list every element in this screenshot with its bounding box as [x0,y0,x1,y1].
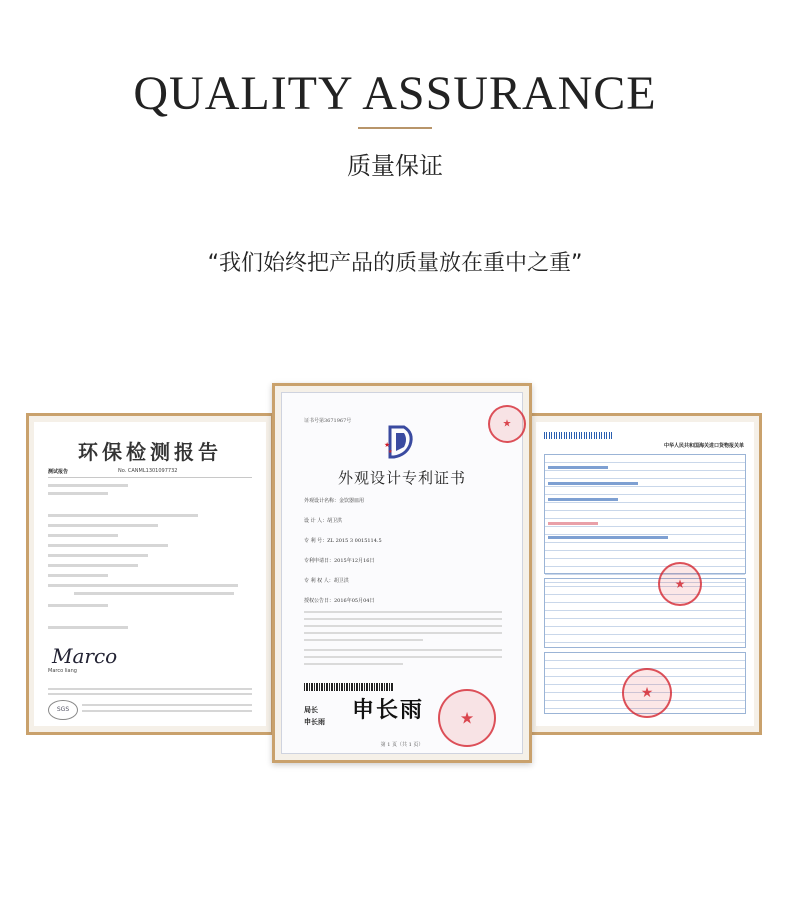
report-text-line [48,584,238,587]
report-footer-line [48,693,252,695]
customs-field [548,522,598,525]
patent-field-designer: 设 计 人：胡卫洪 [304,518,343,524]
report-signer: Marco liang [48,668,77,674]
quality-quote: “我们始终把产品的质量放在重中之重” [207,251,583,276]
patent-field-holder: 专 利 权 人：胡卫洪 [304,578,349,584]
svg-text:★: ★ [384,441,391,449]
report-divider [48,477,252,478]
barcode-icon [304,683,394,691]
patent-seal-icon: ★ [488,405,526,443]
patent-body-text [304,649,502,670]
svg-text:★: ★ [388,449,393,455]
report-text-line [48,484,128,487]
report-text-line [48,564,138,567]
director-signature: 申长雨 [352,697,425,723]
customs-seal-icon: ★ [658,562,702,606]
customs-declaration-title: 中华人民共和国海关进口货物报关单 [663,443,744,449]
customs-declaration-frame [528,413,762,735]
patent-field-grant-date: 授权公告日：2016年05月04日 [304,598,375,604]
report-label: 测试报告 [48,469,69,475]
report-text-line [48,544,168,547]
patent-page-number: 第 1 页（共 1 页） [380,742,424,748]
report-text-line [48,534,118,537]
customs-field [548,482,638,485]
customs-field [548,498,618,501]
patent-field-name: 外观设计名称：金饮器皿用 [304,498,365,504]
environmental-report-frame [26,413,274,735]
report-text-line [48,514,198,517]
barcode-icon [544,432,614,439]
bureau-director-name: 申长雨 [304,718,325,726]
design-patent-frame [272,383,532,763]
report-text-line [74,592,234,595]
national-ip-seal-icon: ★ [438,689,496,747]
patent-cert-number: 证书号第3671967号 [304,418,352,424]
patent-office-emblem-icon [382,423,418,461]
patent-field-number: 专 利 号：ZL 2015 3 0015114.5 [304,538,382,544]
report-text-line [48,554,148,557]
customs-declaration-document [536,422,754,726]
page-subtitle: 质量保证 [347,152,443,180]
report-number: No. CANML1301097732 [118,468,178,474]
customs-field [548,536,668,539]
report-footer-line [48,688,252,690]
patent-body-text [304,611,502,646]
report-text-line [48,604,108,607]
page-title: QUALITY ASSURANCE [133,67,657,120]
customs-seal-icon: ★ [622,668,672,718]
report-text-line [48,626,128,629]
sgs-logo-icon: SGS [48,700,78,720]
environmental-report-title: 环保检测报告 [78,440,222,464]
report-footer-line [82,710,252,712]
design-patent-document [281,392,523,754]
patent-field-filing-date: 专利申请日：2015年12月16日 [304,558,375,564]
report-text-line [48,524,158,527]
environmental-report-document [34,422,266,726]
report-footer-line [82,704,252,706]
patent-cert-title: 外观设计专利证书 [337,469,466,487]
customs-form-grid [544,454,746,574]
report-signature: Marco [52,644,118,668]
report-text-line [48,492,108,495]
title-divider [358,127,432,129]
customs-field [548,466,608,469]
report-text-line [48,574,108,577]
customs-goods-grid [544,578,746,648]
bureau-label: 局长 [304,706,318,714]
